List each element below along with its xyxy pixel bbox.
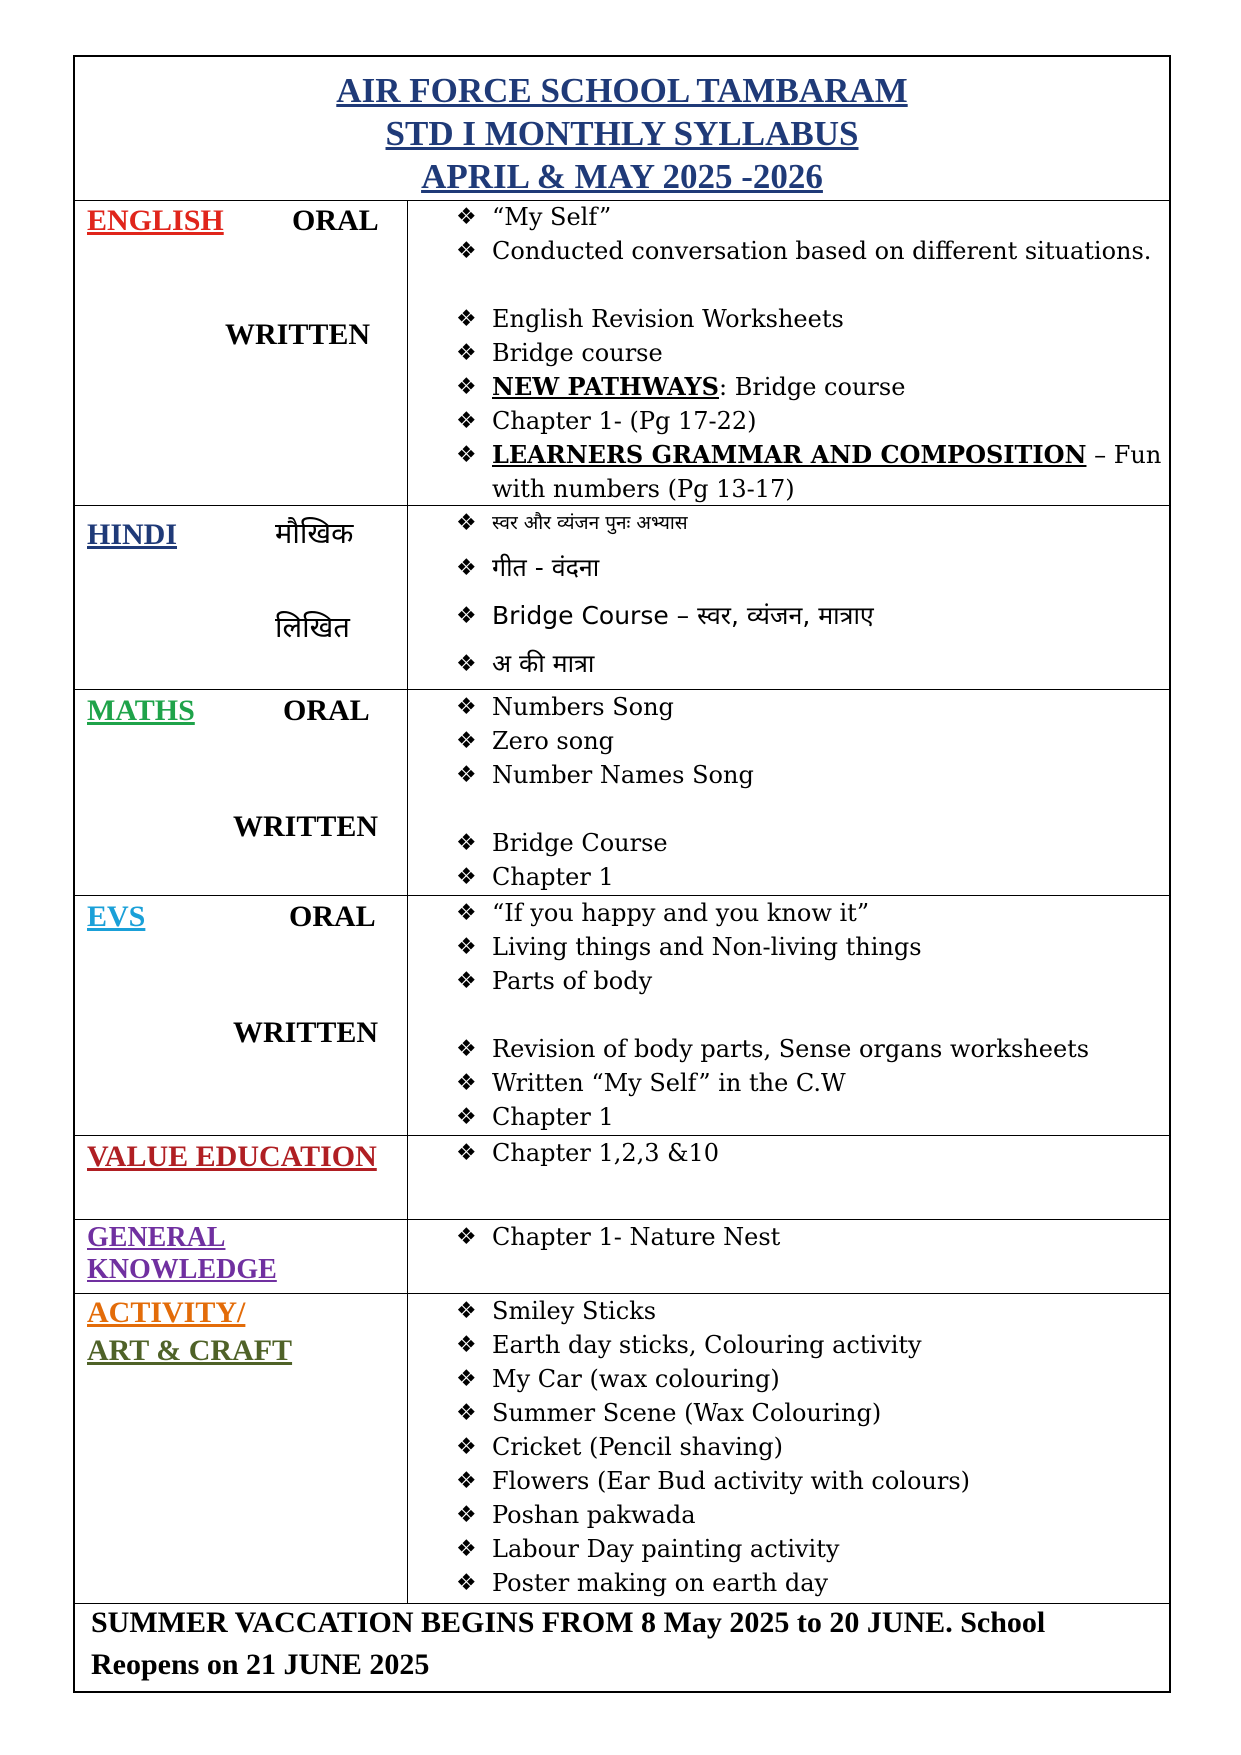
diamond-bullet-icon: ❖ (456, 762, 477, 788)
general-knowledge-subject-cell (75, 1220, 408, 1293)
activity-content-cell: ❖ Smiley Sticks ❖ Earth day sticks, Colouring activity ❖ My Car (wax colouring) ❖ Summer Scene (Wax Colouring) ❖ Cricket (Pencil shaving) ❖ Flowers (Ear Bud activity with colours) ❖ Poshan pakwada ❖ Labour Day painting activity ❖ Poster making on earth day (408, 1294, 1169, 1603)
general-knowledge-subject-line1: GENERAL (87, 1222, 226, 1253)
diamond-bullet-icon: ❖ (456, 510, 477, 536)
evs-content-cell: ❖ “If you happy and you know it” ❖ Living things and Non-living things ❖ Parts of body ❖ Revision of body parts, Sense organs worksheets ❖ Written “My Self” in the C.W ❖ Chapter 1 (408, 896, 1169, 1135)
hindi-row (75, 506, 1169, 690)
diamond-bullet-icon: ❖ (456, 238, 477, 264)
diamond-bullet-icon: ❖ (456, 603, 477, 629)
syllabus-table (73, 55, 1171, 1693)
value-education-subject: VALUE EDUCATION (87, 1140, 377, 1173)
english-row (75, 200, 1169, 506)
maths-content-cell: ❖ Numbers Song ❖ Zero song ❖ Number Names Song ❖ Bridge Course ❖ Chapter 1 (408, 690, 1169, 895)
hindi-subject: HINDI (87, 518, 178, 551)
diamond-bullet-icon: ❖ (456, 1570, 477, 1596)
hindi-written-label: लिखित (275, 610, 350, 644)
diamond-bullet-icon: ❖ (456, 1070, 477, 1096)
evs-oral-label: ORAL (289, 900, 376, 933)
general-knowledge-row (75, 1220, 1169, 1294)
value-education-row (75, 1136, 1169, 1220)
english-oral-label: ORAL (292, 204, 379, 237)
diamond-bullet-icon: ❖ (456, 728, 477, 754)
diamond-bullet-icon: ❖ (456, 1036, 477, 1062)
maths-written-label: WRITTEN (233, 810, 379, 843)
school-name: AIR FORCE SCHOOL TAMBARAM (336, 71, 908, 110)
vacation-notice-line2: Reopens on 21 JUNE 2025 (91, 1648, 430, 1681)
activity-subject-cell (75, 1294, 408, 1603)
term-title: APRIL & MAY 2025 -2026 (421, 157, 823, 196)
diamond-bullet-icon: ❖ (456, 1140, 477, 1166)
english-subject: ENGLISH (87, 204, 224, 237)
diamond-bullet-icon: ❖ (456, 968, 477, 994)
activity-subject-line1: ACTIVITY/ (87, 1296, 246, 1329)
diamond-bullet-icon: ❖ (456, 204, 477, 230)
hindi-oral-label: मौखिक (275, 516, 354, 550)
value-education-content-cell: ❖ Chapter 1,2,3 &10 (408, 1136, 1169, 1219)
diamond-bullet-icon: ❖ (456, 830, 477, 856)
vacation-notice-line1: SUMMER VACCATION BEGINS FROM 8 May 2025 to 20 JUNE. School (91, 1606, 1046, 1639)
diamond-bullet-icon: ❖ (456, 1468, 477, 1494)
hindi-subject-cell (75, 506, 408, 689)
maths-row (75, 690, 1169, 896)
general-knowledge-subject-line2: KNOWLEDGE (87, 1254, 277, 1285)
diamond-bullet-icon: ❖ (456, 1502, 477, 1528)
maths-oral-label: ORAL (283, 694, 370, 727)
diamond-bullet-icon: ❖ (456, 374, 477, 400)
general-knowledge-content-cell: ❖ Chapter 1- Nature Nest (408, 1220, 1169, 1293)
diamond-bullet-icon: ❖ (456, 555, 477, 581)
hindi-content-cell: ❖ स्वर और व्यंजन पुनः अभ्यास ❖ गीत - वंदना ❖ Bridge Course – स्वर, व्यंजन, मात्राए ❖ अ की मात्रा (408, 506, 1169, 689)
evs-subject: EVS (87, 900, 146, 933)
diamond-bullet-icon: ❖ (456, 900, 477, 926)
diamond-bullet-icon: ❖ (456, 1400, 477, 1426)
value-education-subject-cell (75, 1136, 408, 1219)
diamond-bullet-icon: ❖ (456, 340, 477, 366)
diamond-bullet-icon: ❖ (456, 864, 477, 890)
diamond-bullet-icon: ❖ (456, 1434, 477, 1460)
table-header (75, 57, 1169, 201)
diamond-bullet-icon: ❖ (456, 651, 477, 677)
english-content-cell: ❖ “My Self” ❖ Conducted conversation based on different situations. ❖ English Revision Worksheets ❖ Bridge course ❖ NEW PATHWAYS: Bridge course ❖ Chapter 1- (Pg 17-22) ❖ LEARNERS GRAMMAR AND COMPOSITION – Fun with numbers (Pg 13-17) (408, 200, 1169, 505)
diamond-bullet-icon: ❖ (456, 442, 477, 468)
english-written-label: WRITTEN (225, 318, 371, 351)
evs-written-label: WRITTEN (233, 1016, 379, 1049)
diamond-bullet-icon: ❖ (456, 1298, 477, 1324)
evs-row (75, 896, 1169, 1136)
english-subject-cell (75, 200, 408, 505)
diamond-bullet-icon: ❖ (456, 306, 477, 332)
diamond-bullet-icon: ❖ (456, 1224, 477, 1250)
syllabus-title: STD I MONTHLY SYLLABUS (385, 114, 859, 153)
diamond-bullet-icon: ❖ (456, 1366, 477, 1392)
vacation-notice (75, 1599, 1169, 1691)
maths-subject: MATHS (87, 694, 195, 727)
diamond-bullet-icon: ❖ (456, 408, 477, 434)
activity-row (75, 1294, 1169, 1604)
diamond-bullet-icon: ❖ (456, 1332, 477, 1358)
diamond-bullet-icon: ❖ (456, 1536, 477, 1562)
art-craft-subject-line2: ART & CRAFT (87, 1334, 293, 1367)
diamond-bullet-icon: ❖ (456, 1104, 477, 1130)
diamond-bullet-icon: ❖ (456, 694, 477, 720)
maths-subject-cell (75, 690, 408, 895)
diamond-bullet-icon: ❖ (456, 934, 477, 960)
evs-subject-cell (75, 896, 408, 1135)
